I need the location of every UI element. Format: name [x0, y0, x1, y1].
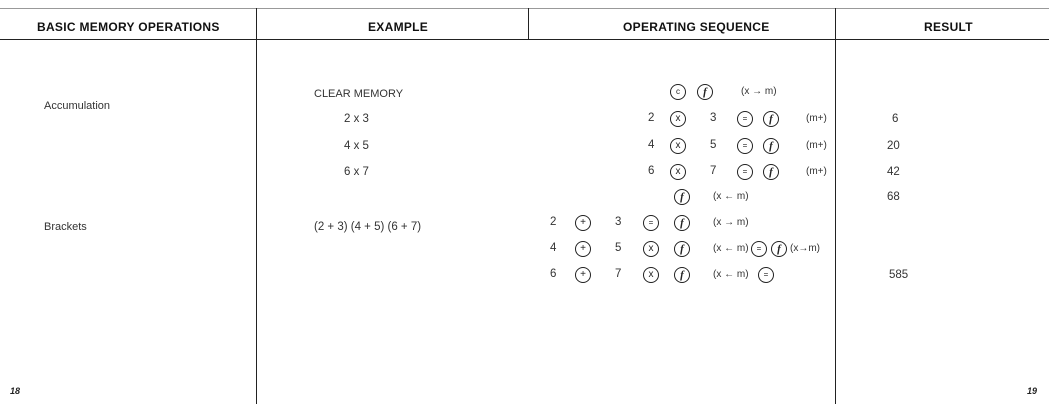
sequence-digit: 4 [648, 139, 655, 151]
sequence-store-label: (x → m) [713, 217, 749, 228]
times-key-icon: x [670, 138, 686, 154]
sequence-store-label: (x → m) [741, 86, 777, 97]
sequence-digit: 3 [710, 112, 717, 124]
plus-key-icon: + [575, 267, 591, 283]
equals-key-icon: = [751, 241, 767, 257]
sequence-digit: 7 [615, 268, 622, 280]
f-key-icon: f [763, 164, 779, 180]
example-clear-memory: CLEAR MEMORY [314, 88, 404, 100]
equals-key-icon: = [737, 164, 753, 180]
column-divider-1 [256, 8, 257, 404]
column-divider-2 [528, 8, 529, 40]
result-value: 42 [887, 166, 900, 178]
times-key-icon: x [670, 111, 686, 127]
sequence-digit: 5 [615, 242, 622, 254]
f-key-icon: f [763, 111, 779, 127]
column-divider-3 [835, 8, 836, 404]
sequence-mplus-label: (m+) [806, 166, 827, 177]
section-label-accumulation: Accumulation [44, 100, 111, 112]
f-key-icon: f [674, 267, 690, 283]
f-key-icon: f [771, 241, 787, 257]
sequence-digit: 7 [710, 165, 717, 177]
header-bottom-rule [0, 39, 1049, 40]
example-6x7: 6 x 7 [344, 166, 369, 178]
result-value: 20 [887, 140, 900, 152]
result-value: 6 [892, 113, 899, 125]
sequence-digit: 5 [710, 139, 717, 151]
sequence-recall-label: (x ← m) [713, 269, 749, 280]
sequence-mplus-label: (m+) [806, 113, 827, 124]
f-key-icon: f [674, 241, 690, 257]
f-key-icon: f [697, 84, 713, 100]
sequence-store-label: (x→m) [790, 243, 820, 254]
sequence-digit: 4 [550, 242, 557, 254]
section-label-brackets: Brackets [44, 221, 87, 233]
sequence-digit: 3 [615, 216, 622, 228]
times-key-icon: x [670, 164, 686, 180]
f-key-icon: f [674, 215, 690, 231]
times-key-icon: x [643, 241, 659, 257]
equals-key-icon: = [758, 267, 774, 283]
header-top-rule [0, 8, 1049, 9]
column-header-example: EXAMPLE [368, 20, 429, 34]
column-header-operating-sequence: OPERATING SEQUENCE [623, 20, 770, 34]
example-4x5: 4 x 5 [344, 140, 369, 152]
sequence-recall-label: (x ← m) [713, 191, 749, 202]
sequence-digit: 2 [550, 216, 557, 228]
page-number-left: 18 [10, 386, 21, 396]
equals-key-icon: = [737, 111, 753, 127]
equals-key-icon: = [737, 138, 753, 154]
sequence-digit: 6 [550, 268, 557, 280]
f-key-icon: f [674, 189, 690, 205]
f-key-icon: f [763, 138, 779, 154]
sequence-recall-label: (x ← m) [713, 243, 749, 254]
sequence-digit: 2 [648, 112, 655, 124]
equals-key-icon: = [643, 215, 659, 231]
plus-key-icon: + [575, 215, 591, 231]
column-header-basic-memory-operations: BASIC MEMORY OPERATIONS [37, 20, 220, 34]
result-value: 68 [887, 191, 900, 203]
example-brackets: (2 + 3) (4 + 5) (6 + 7) [314, 221, 422, 233]
page-number-right: 19 [1027, 386, 1038, 396]
sequence-digit: 6 [648, 165, 655, 177]
times-key-icon: x [643, 267, 659, 283]
plus-key-icon: + [575, 241, 591, 257]
result-value: 585 [889, 269, 909, 281]
c-key-icon: c [670, 84, 686, 100]
sequence-mplus-label: (m+) [806, 140, 827, 151]
column-header-result: RESULT [924, 20, 973, 34]
example-2x3: 2 x 3 [344, 113, 369, 125]
